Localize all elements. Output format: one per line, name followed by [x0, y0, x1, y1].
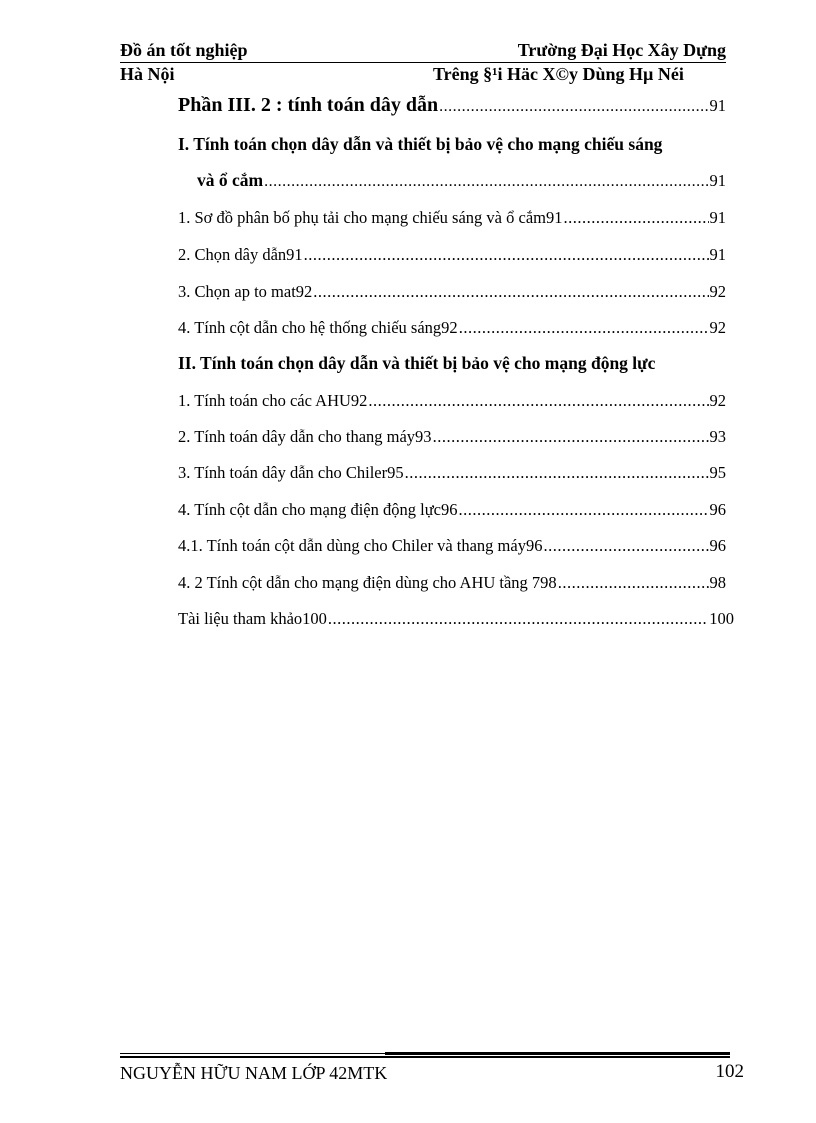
- footer-page-number: 102: [715, 1061, 744, 1082]
- toc-leader: [558, 573, 709, 593]
- toc-label: và ổ cắm: [197, 170, 264, 190]
- toc-entry-2-1[interactable]: [178, 391, 726, 411]
- toc-entry-2-3[interactable]: [178, 463, 726, 483]
- header-doc-type: Đồ án tốt nghiệp: [120, 40, 248, 60]
- toc-entry-section-1[interactable]: I. Tính toán chọn dây dẫn và thiết bị bảo vệ cho mạng chiếu sáng: [178, 134, 663, 154]
- toc-label: Phần III. 2 : tính toán dây dẫn: [178, 94, 439, 116]
- toc-leader: [563, 208, 708, 228]
- toc-entry-2-4[interactable]: [178, 500, 726, 520]
- footer-rule-bottom: [120, 1056, 730, 1058]
- toc-page: 93: [709, 427, 726, 446]
- toc-entry-1-2[interactable]: [178, 245, 726, 265]
- toc-leader: [328, 609, 708, 629]
- toc-page: 92: [709, 282, 726, 301]
- footer-author: NGUYỄN HỮU NAM LỚP 42MTK: [120, 1063, 388, 1083]
- header-garbled-school: Trêng §¹i Häc X©y Dùng Hµ Néi: [433, 64, 684, 84]
- toc-leader: [439, 98, 708, 116]
- toc-page: 95: [709, 463, 726, 482]
- toc-page: 100: [709, 609, 734, 628]
- toc-label: 4.1. Tính toán cột dẫn dùng cho Chiler và thang máy96: [178, 536, 543, 555]
- toc-entry-section-1-cont[interactable]: [197, 170, 726, 191]
- toc-leader: [543, 536, 708, 556]
- toc-page: 96: [709, 536, 726, 555]
- toc-entry-2-4-2[interactable]: [178, 573, 726, 593]
- toc-leader: [368, 391, 708, 411]
- toc-entry-1-1[interactable]: [178, 208, 726, 228]
- toc-entry-2-2[interactable]: [178, 427, 726, 447]
- toc-page: 91: [709, 208, 726, 227]
- toc-entry-2-4-1[interactable]: [178, 536, 726, 556]
- toc-label: Tài liệu tham khảo100: [178, 609, 327, 628]
- toc-entry-1-4[interactable]: [178, 318, 726, 338]
- toc-entry-part3[interactable]: [178, 94, 726, 117]
- toc-label: 4. 2 Tính cột dẫn cho mạng điện dùng cho AHU tầng 798: [178, 573, 557, 592]
- toc-page: 92: [709, 318, 726, 337]
- toc-label: 2. Tính toán dây dẫn cho thang máy93: [178, 427, 432, 446]
- toc-page: 92: [709, 391, 726, 410]
- toc-page: 98: [709, 573, 726, 592]
- toc-label: 4. Tính cột dẫn cho hệ thống chiếu sáng92: [178, 318, 458, 337]
- toc-leader: [313, 282, 708, 302]
- toc-entry-1-3[interactable]: [178, 282, 726, 302]
- toc-label: 1. Tính toán cho các AHU92: [178, 391, 368, 410]
- toc-label: 2. Chọn dây dẫn91: [178, 245, 303, 264]
- toc-page: 91: [709, 245, 726, 264]
- header-rule: [120, 62, 726, 63]
- toc-label: 3. Chọn ap to mat92: [178, 282, 313, 301]
- toc-leader: [304, 245, 709, 265]
- toc-leader: [433, 427, 709, 447]
- toc-label: 1. Sơ đồ phân bố phụ tải cho mạng chiếu sáng và ổ cắm91: [178, 208, 563, 227]
- header-school: Trường Đại Học Xây Dựng: [517, 40, 726, 60]
- toc-page: 91: [709, 96, 726, 115]
- header-city: Hà Nội: [120, 64, 175, 84]
- toc-page: 91: [709, 171, 726, 190]
- toc-entry-references[interactable]: [178, 609, 734, 629]
- toc-leader: [459, 318, 709, 338]
- toc-leader: [458, 500, 708, 520]
- toc-entry-section-2[interactable]: II. Tính toán chọn dây dẫn và thiết bị bảo vệ cho mạng động lực: [178, 353, 656, 373]
- toc-label: 4. Tính cột dẫn cho mạng điện động lực96: [178, 500, 458, 519]
- toc-label: 3. Tính toán dây dẫn cho Chiler95: [178, 463, 404, 482]
- toc-leader: [405, 463, 709, 483]
- toc-page: 96: [709, 500, 726, 519]
- footer-rule-accent: [385, 1052, 730, 1055]
- toc-leader: [264, 173, 708, 191]
